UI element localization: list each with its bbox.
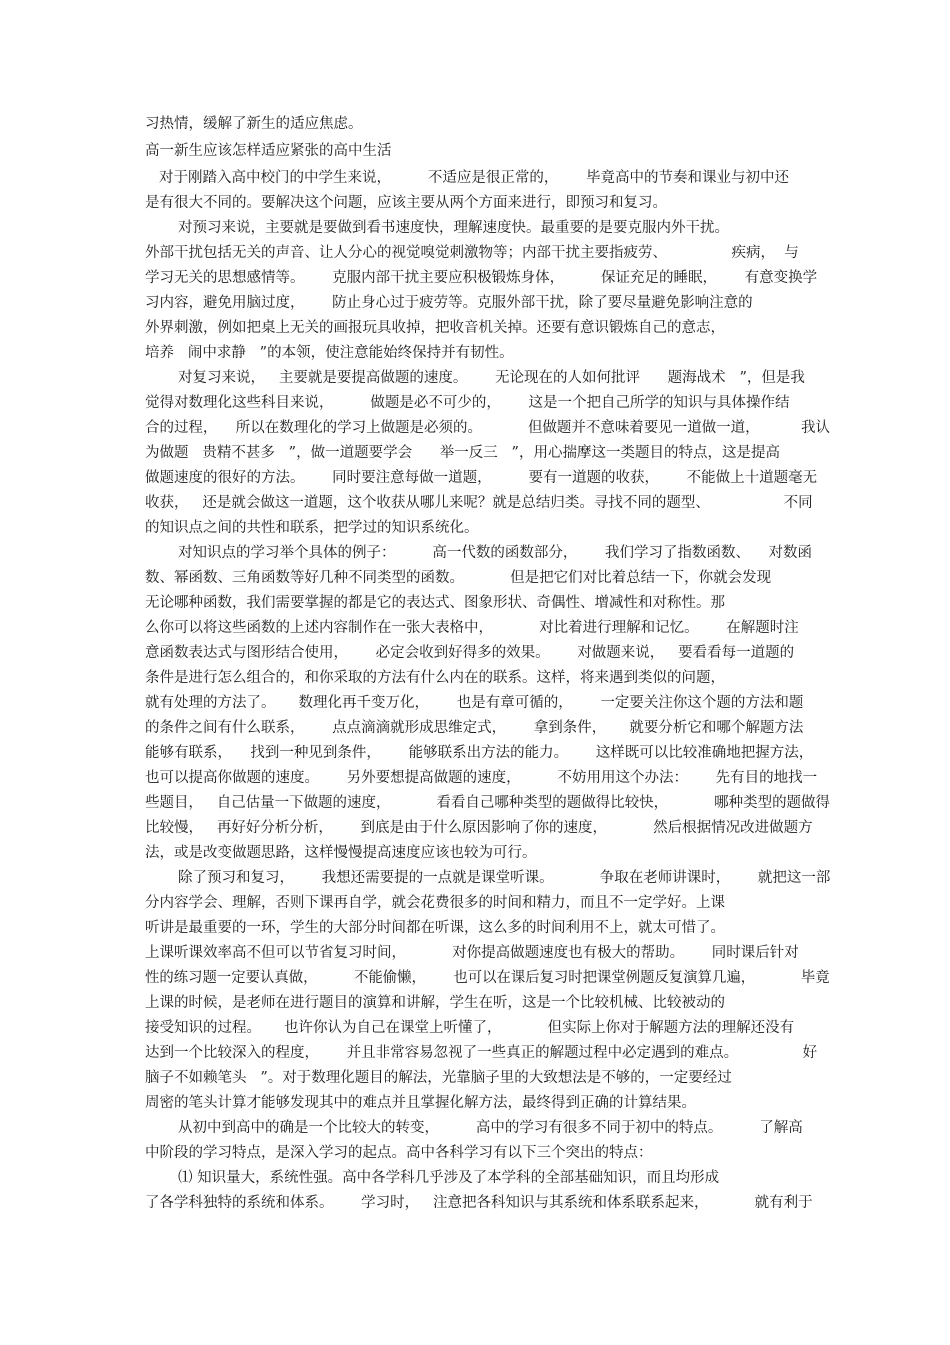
text-line: 就有处理的方法了。 数理化再千变万化， 也是有章可循的， 一定要关注你这个题的方法和题	[145, 695, 804, 711]
text-line: 为做题 贵精不甚多 ”，做一道题要学会 举一反三 ”，用心揣摩这一类题目的特点，这是提高	[145, 445, 780, 461]
text-line: 收获， 还是就会做这一道题，这个收获从哪儿来呢？就是总结归类。寻找不同的题型、 不同	[145, 495, 813, 511]
text-line: 分内容学会、理解，否则下课再自学，就会花费很多的时间和精力，而且不一定学好。上课	[145, 895, 725, 911]
text-line: 意函数表达式与图形结合使用， 必定会收到好得多的效果。 对做题来说， 要看看每一道题的	[145, 645, 795, 661]
text-line: 条件是进行怎么组合的，和你采取的方法有什么内在的联系。这样，将来遇到类似的问题，	[145, 670, 725, 686]
text-line: 觉得对数理化这些科目来说， 做题是必不可少的， 这是一个把自己所学的知识与具体操作结	[145, 395, 790, 411]
list-item: ⑴ 知识量大，系统性强。高中各学科几乎涉及了本学科的全部基础知识，而且均形成	[178, 1170, 720, 1186]
text-line: 从初中到高中的确是一个比较大的转变， 高中的学习有很多不同于初中的特点。 了解高	[178, 1120, 803, 1136]
text-line: 中阶段的学习特点，是深入学习的起点。高中各科学习有以下三个突出的特点：	[145, 1145, 653, 1161]
text-line: 对于刚踏入高中校门的中学生来说， 不适应是很正常的， 毕竟高中的节奏和课业与初中还	[159, 170, 790, 186]
text-line: 习热情，缓解了新生的适应焦虑。	[145, 116, 363, 132]
text-line: 法，或是改变做题思路，这样慢慢提高速度应该也较为可行。	[145, 845, 537, 861]
text-line: 外部干扰包括无关的声音、让人分心的视觉嗅觉刺激物等；内部干扰主要指疲劳、 疾病， 与	[145, 245, 799, 261]
text-line: 周密的笔头计算才能够发现其中的难点并且掌握化解方法，最终得到正确的计算结果。	[145, 1095, 696, 1111]
text-line: 上课的时候，是老师在进行题目的演算和讲解，学生在听，这是一个比较机械、比较被动的	[145, 995, 725, 1011]
text-line: 对复习来说， 主要就是要提高做题的速度。 无论现在的人如何批评 题海战术 ”，但是我	[178, 370, 805, 386]
text-line: 习内容，避免用脑过度， 防止身心过于疲劳等。克服外部干扰，除了要尽量避免影响注意的	[145, 295, 753, 311]
text-line: 听讲是最重要的一环，学生的大部分时间都在听课，这么多的时间利用不上，就太可惜了。	[145, 920, 725, 936]
text-line: 外界刺激，例如把桌上无关的画报玩具收掉，把收音机关掉。还要有意识锻炼自己的意志，	[145, 320, 725, 336]
text-line: 也可以提高你做题的速度。 另外要想提高做题的速度， 不妨用用这个办法： 先有目的地找一	[145, 770, 818, 786]
text-line: 数、幂函数、三角函数等好几种不同类型的函数。 但是把它们对比着总结一下，你就会发现	[145, 570, 772, 586]
text-line: 除了预习和复习， 我想还需要提的一点就是课堂听课。 争取在老师讲课时， 就把这一部	[178, 870, 831, 886]
text-line: 脑子不如赖笔头 ”。对于数理化题目的解法，光靠脑子里的大致想法是不够的，一定要经过	[145, 1070, 732, 1086]
text-line: 对知识点的学习举个具体的例子： 高一代数的函数部分， 我们学习了指数函数、 对数函	[178, 545, 812, 561]
text-line: 合的过程， 所以在数理化的学习上做题是必须的。 但做题并不意味着要见一道做一道， 我认	[145, 420, 830, 436]
text-line: 么你可以将这些函数的上述内容制作在一张大表格中， 对比着进行理解和记忆。 在解题时注	[145, 620, 799, 636]
text-line: 无论哪种函数，我们需要掌握的都是它的表达式、图象形状、奇偶性、增减性和对称性。那	[145, 595, 725, 611]
text-line: 性的练习题一定要认真做， 不能偷懒， 也可以在课后复习时把课堂例题反复演算几遍， 毕竟	[145, 970, 830, 986]
text-line: 的知识点之间的共性和联系，把学过的知识系统化。	[145, 520, 479, 536]
text-line: 些题目， 自己估量一下做题的速度， 看看自己哪种类型的题做得比较快， 哪种类型的题做得	[145, 795, 830, 811]
text-line: 的条件之间有什么联系， 点点滴滴就形成思维定式， 拿到条件， 就要分析它和哪个解题方法	[145, 720, 804, 736]
text-line: 学习无关的思想感情等。 克服内部干扰主要应积极锻炼身体， 保证充足的睡眠， 有意变换学	[145, 270, 818, 286]
text-line: 培养 闹中求静 ”的本领，使注意能始终保持并有韧性。	[145, 345, 514, 361]
section-heading: 高一新生应该怎样适应紧张的高中生活	[145, 143, 392, 159]
text-line: 做题速度的很好的方法。 同时要注意每做一道题， 要有一道题的收获， 不能做上十道题毫无	[145, 470, 818, 486]
text-line: 是有很大不同的。要解决这个问题，应该主要从两个方面来进行，即预习和复习。	[145, 195, 667, 211]
text-line: 接受知识的过程。 也许你认为自己在课堂上听懂了， 但实际上你对于解题方法的理解还没有	[145, 1020, 795, 1036]
text-line: 比较慢， 再好好分析分析， 到底是由于什么原因影响了你的速度， 然后根据情况改进做题方	[145, 820, 813, 836]
text-line: 能够有联系， 找到一种见到条件， 能够联系出方法的能力。 这样既可以比较准确地把握方法，	[145, 745, 814, 761]
text-line: 上课听课效率高不但可以节省复习时间， 对你提高做题速度也有极大的帮助。 同时课后针对	[145, 945, 799, 961]
text-line: 对预习来说，主要就是要做到看书速度快，理解速度快。最重要的是要克服内外干扰。	[178, 220, 729, 236]
text-line: 了各学科独特的系统和体系。 学习时， 注意把各科知识与其系统和体系联系起来， 就有利于	[145, 1195, 813, 1211]
text-line: 达到一个比较深入的程度， 并且非常容易忽视了一些真正的解题过程中必定遇到的难点。 好	[145, 1045, 818, 1061]
